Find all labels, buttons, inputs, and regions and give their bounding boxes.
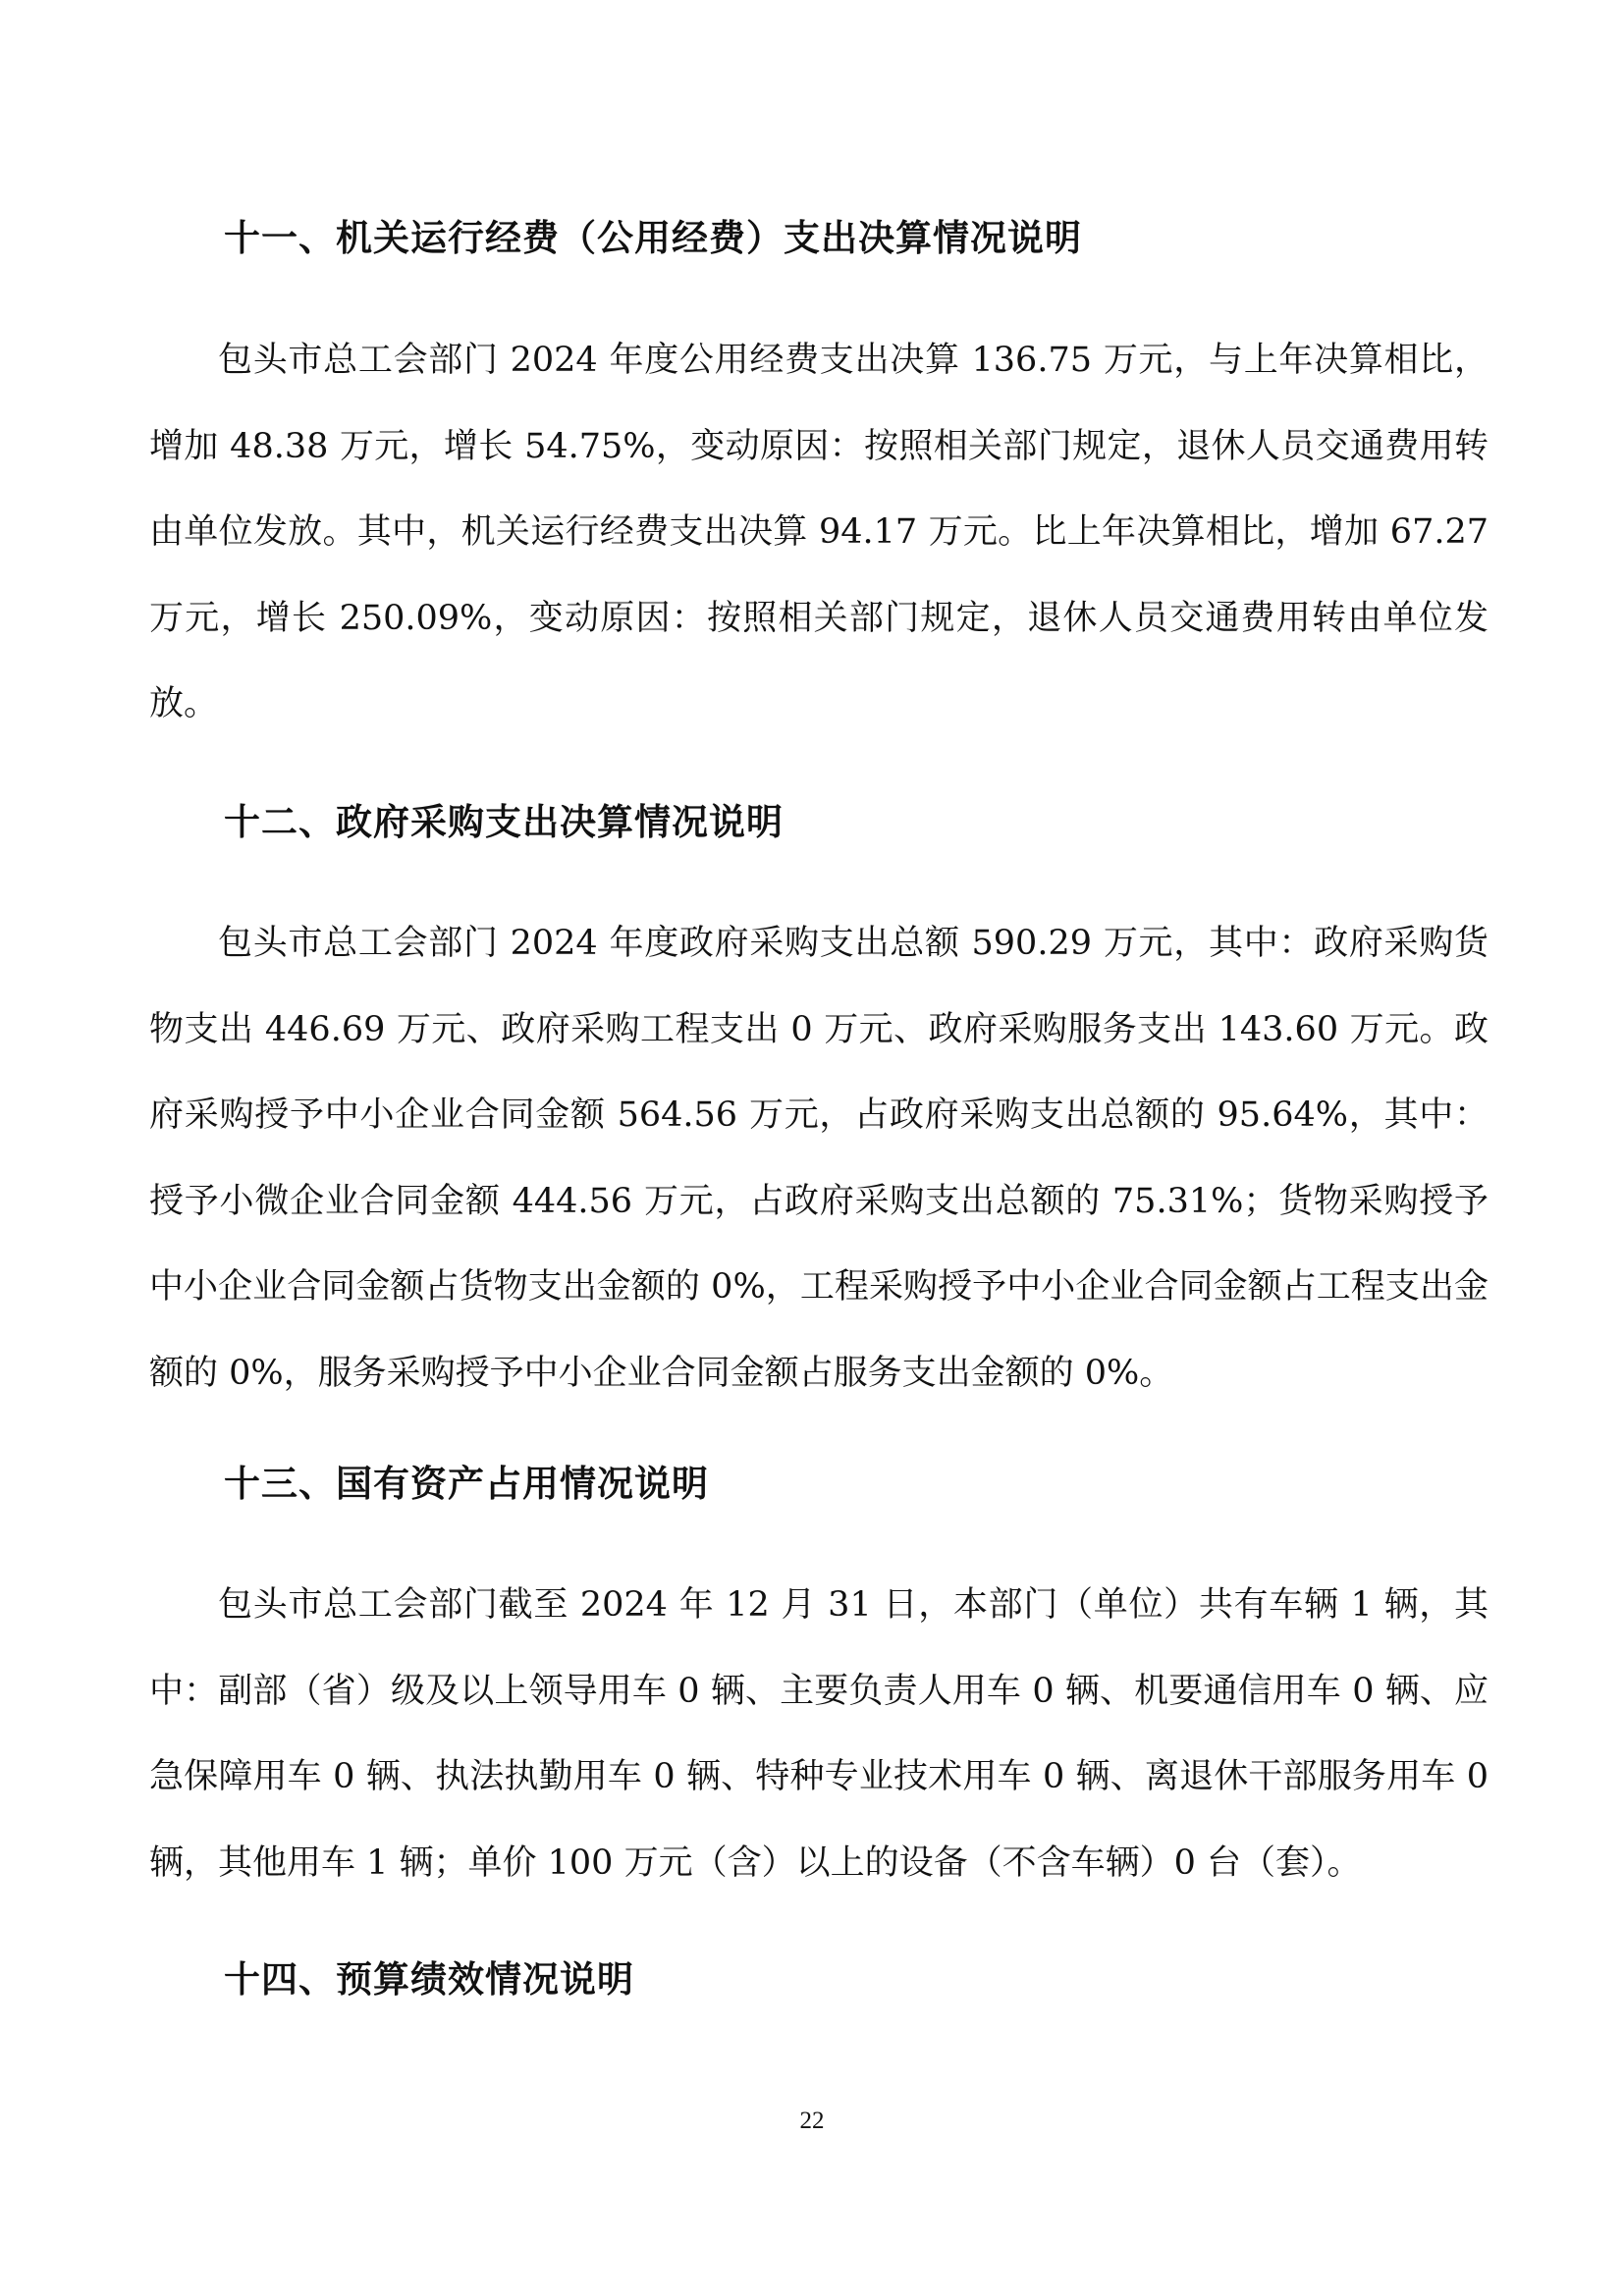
section-paragraph-13: 包头市总工会部门截至 2024 年 12 月 31 日，本部门（单位）共有车辆 1 辆，其中：副部（省）级及以上领导用车 0 辆、主要负责人用车 0 辆、机要通信用车 0 辆、应急保障用车 0 辆、执法执勤用车 0 辆、特种专业技术用车 0 辆、离退休干部服务用车 0 辆，其他用车 1 辆；单价 100 万元（含）以上的设备（不含车辆）0 台（套）。 — [149, 1585, 1489, 1883]
section-heading-11: 十一、机关运行经费（公用经费）支出决算情况说明 — [224, 217, 1082, 259]
section-paragraph-11: 包头市总工会部门 2024 年度公用经费支出决算 136.75 万元，与上年决算相比，增加 48.38 万元，增长 54.75%，变动原因：按照相关部门规定，退休人员交通费用转由单位发放。其中，机关运行经费支出决算 94.17 万元。比上年决算相比，增加 67.27 万元，增长 250.09%，变动原因：按照相关部门规定，退休人员交通费用转由单位发放。 — [149, 341, 1489, 723]
page-number: 22 — [799, 2108, 825, 2134]
section-heading-14: 十四、预算绩效情况说明 — [224, 1958, 634, 2001]
section-heading-12: 十二、政府采购支出决算情况说明 — [224, 801, 784, 843]
section-heading-13: 十三、国有资产占用情况说明 — [224, 1463, 709, 1505]
section-paragraph-12: 包头市总工会部门 2024 年度政府采购支出总额 590.29 万元，其中：政府采购货物支出 446.69 万元、政府采购工程支出 0 万元、政府采购服务支出 143.60 万元。政府采购授予中小企业合同金额 564.56 万元，占政府采购支出总额的 95.64%，其中：授予小微企业合同金额 444.56 万元，占政府采购支出总额的 75.31%；货物采购授予中小企业合同金额占货物支出金额的 0%，工程采购授予中小企业合同金额占工程支出金额的 0%，服务采购授予中小企业合同金额占服务支出金额的 0%。 — [149, 924, 1489, 1393]
